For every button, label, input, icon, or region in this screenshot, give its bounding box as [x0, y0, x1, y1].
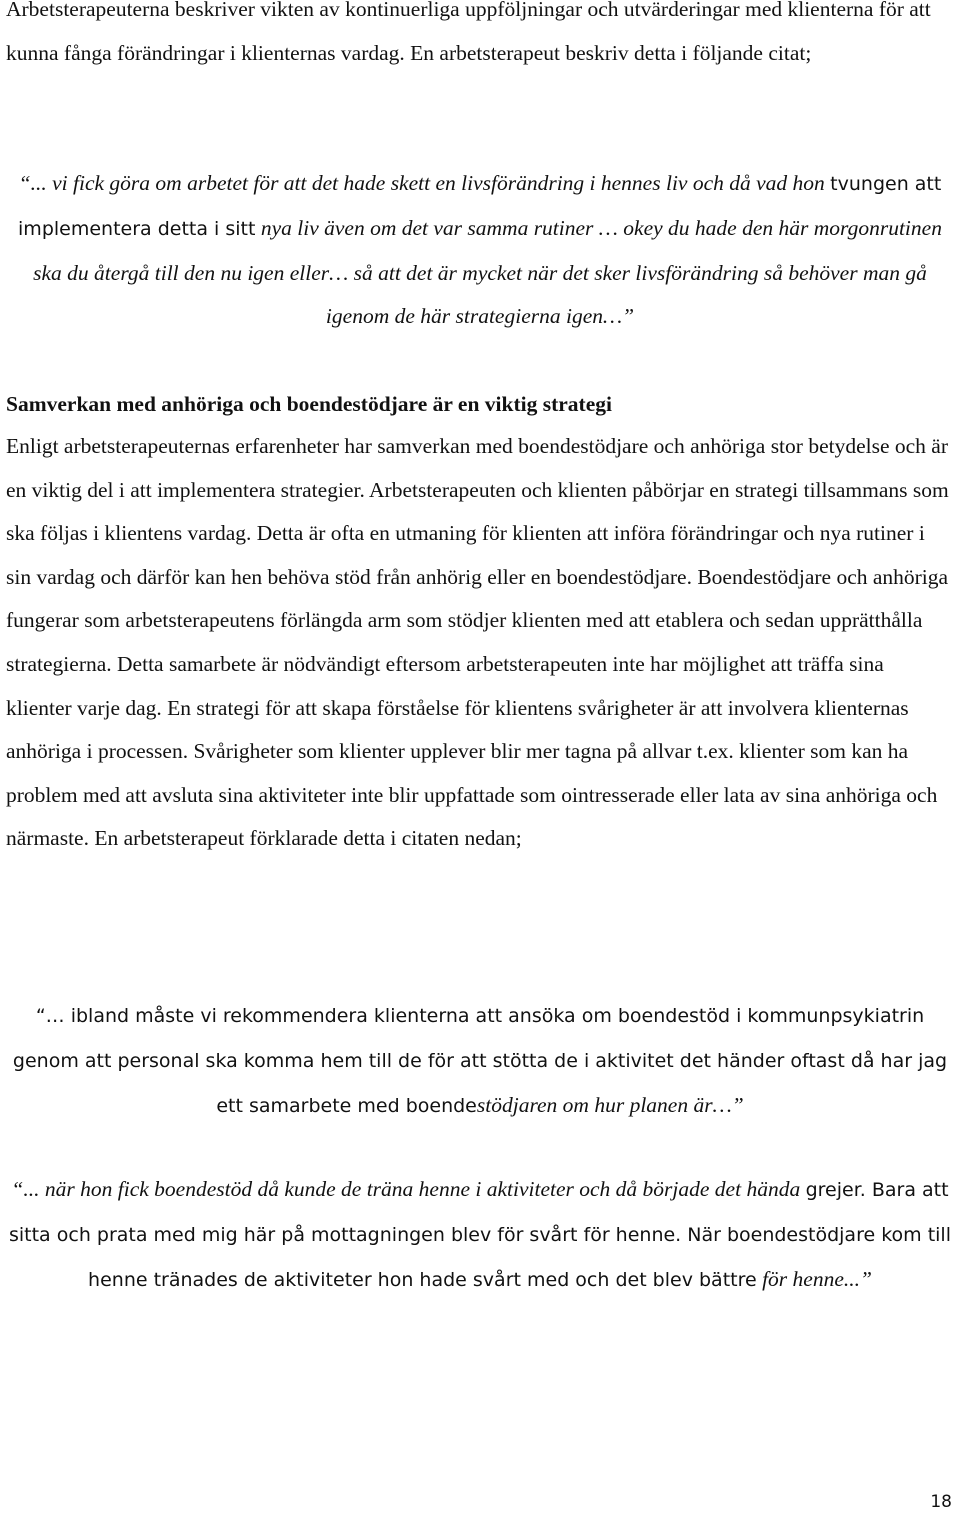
quote-3-part-2: grejer. Bara att sitta och prata med mig här på mottagningen blev för svårt för henne. När boendestödjare kom till henne tränades de aktiviteter hon hade svårt med och det blev bättre — [8, 1179, 951, 1291]
quote-2-part-1: “… ibland måste vi rekommendera klienterna att ansöka om boendestöd i kommunpsykiatrin genom att personal ska komma hem till de för att stötta de i aktivitet det händer oftast då har jag ett samarbete med boende — [12, 1005, 948, 1117]
intro-paragraph: Arbetsterapeuterna beskriver vikten av kontinuerliga uppföljningar och utvärderingar med klienterna för att kunna fånga förändringar i klienternas vardag. En arbetsterapeut beskriv detta i följande citat; — [6, 0, 931, 65]
quote-3 — [6, 1167, 954, 1302]
quote-1-part-2: tvungen att implementera detta i sitt — [18, 173, 942, 240]
section-heading: Samverkan med anhöriga och boendestödjare är en viktig strategi — [6, 392, 612, 416]
quote-1 — [6, 162, 954, 339]
quote-1-part-3: nya liv även om det var samma rutiner … okey du hade den här morgonrutinen ska du återgå till den nu igen eller… så att det är mycket när det sker livsförändring så behöver man gå igenom de här strategierna igen…” — [33, 215, 942, 329]
quote-1-part-1: “... vi fick göra om arbetet för att det hade skett en livsförändring i hennes liv och då vad hon — [18, 171, 825, 195]
quote-3-part-1: “... när hon fick boendestöd då kunde de träna henne i aktiviteter och då började det hända — [11, 1177, 801, 1201]
quote-2-part-2: stödjaren om hur planen är…” — [476, 1093, 744, 1117]
body-paragraph: Enligt arbetsterapeuternas erfarenheter har samverkan med boendestödjare och anhöriga stor betydelse och är en viktig del i att implementera strategier. Arbetsterapeuten och klienten påbörjar en strategi tillsammans som ska följas i klientens vardag. Detta är ofta en utmaning för klienten att införa förändringar och nya rutiner i sin vardag och därför kan hen behöva stöd från anhörig eller en boendestödjare. Boendestödjare och anhöriga fungerar som arbetsterapeutens förlängda arm som stödjer klienten med att etablera och sedan upprätthålla strategierna. Detta samarbete är nödvändigt eftersom arbetsterapeuten inte har möjlighet att träffa sina klienter varje dag. En strategi för att skapa förståelse för klientens svårigheter är att involvera klienternas anhöriga i processen. Svårigheter som klienter upplever blir mer tagna på allvar t.ex. klienter som kan ha problem med att avsluta sina aktiviteter inte blir uppfattade som ointresserade eller lata av sina anhöriga och närmaste. En arbetsterapeut förklarade detta i citaten nedan; — [6, 434, 949, 851]
quote-3-part-3: för henne...” — [762, 1267, 872, 1291]
quote-2 — [6, 993, 954, 1128]
page-number: 18 — [930, 1492, 952, 1512]
